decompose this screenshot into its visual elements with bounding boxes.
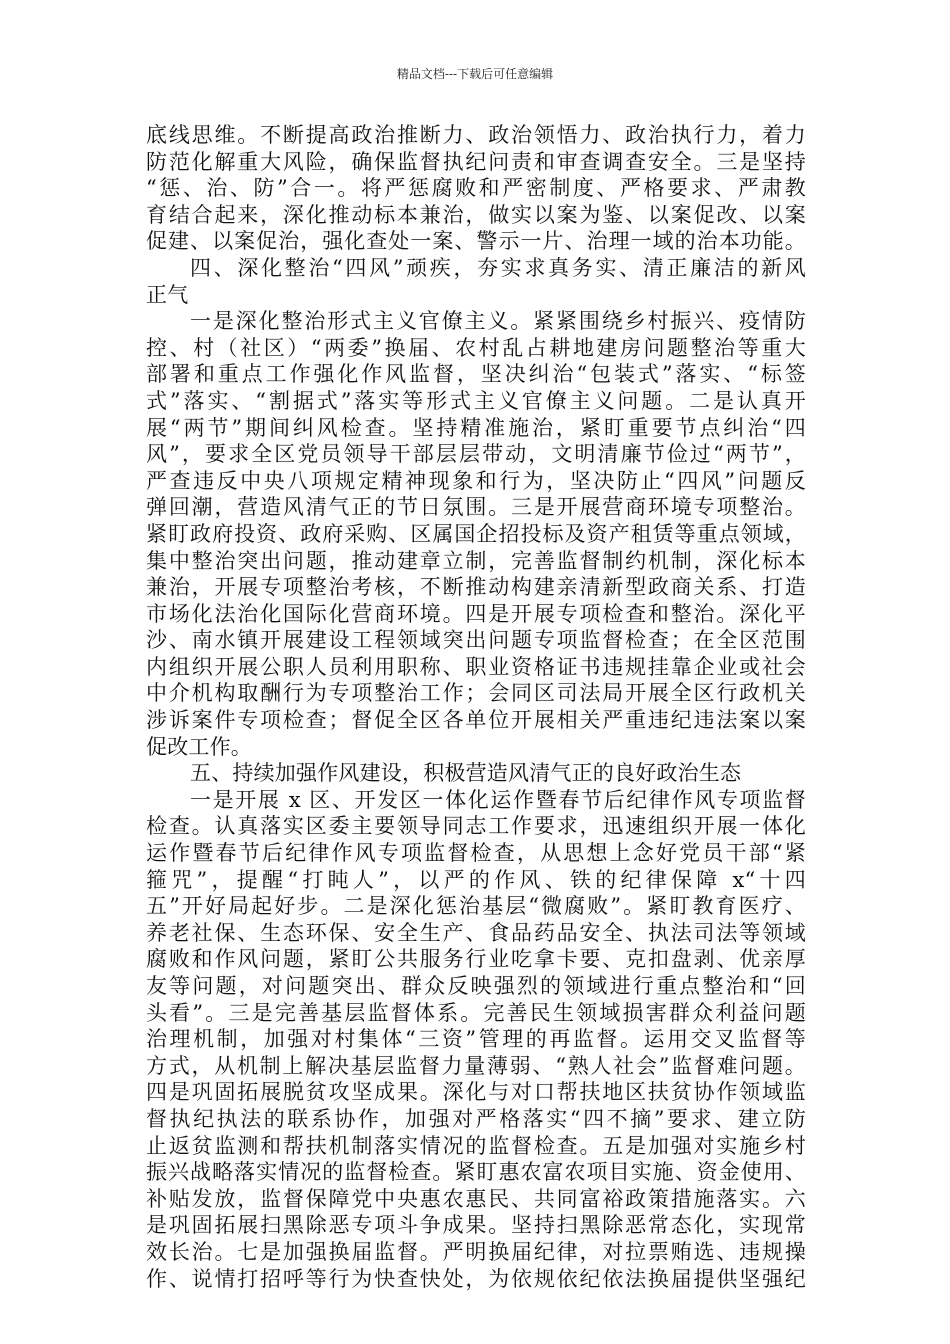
text-line: 内组织开展公职人员利用职称、职业资格证书违规挂靠企业或社会 (146, 654, 806, 679)
text-line: 促建、以案促治，强化查处一案、警示一片、治理一域的治本功能。 (146, 229, 806, 254)
text-line: 涉诉案件专项检查；督促全区各单位开展相关严重违纪违法案以案 (146, 708, 806, 733)
text-line: 兼治，开展专项整治考核，不断推动构建亲清新型政商关系、打造 (146, 575, 806, 600)
text-line: 展“两节”期间纠风检查。坚持精准施治，紧盯重要节点纠治“四 (146, 415, 806, 440)
document-body (146, 122, 806, 1292)
text-line: 督执纪执法的联系协作，加强对严格落实“四不摘”要求、建立防 (146, 1106, 806, 1131)
text-line: 检查。认真落实区委主要领导同志工作要求，迅速组织开展一体化 (146, 814, 806, 839)
text-line: 正气 (146, 282, 189, 307)
text-line: 止返贫监测和帮扶机制落实情况的监督检查。五是加强对实施乡村 (146, 1133, 806, 1158)
text-line: 四是巩固拓展脱贫攻坚成果。深化与对口帮扶地区扶贫协作领域监 (146, 1080, 806, 1105)
text-line: 控、村（社区）“两委”换届、农村乱占耕地建房问题整治等重大 (146, 335, 806, 360)
text-line: 友等问题，对问题突出、群众反映强烈的领域进行重点整治和“回 (146, 974, 806, 998)
text-line: 风”，要求全区党员领导干部层层带动，文明清廉节俭过“两节”， (146, 442, 806, 467)
text-line: 弹回潮，营造风清气正的节日氛围。三是开展营商环境专项整治。 (146, 495, 806, 520)
text-line: 严查违反中央八项规定精神现象和行为，坚决防止“四风”问题反 (146, 468, 806, 493)
text-line: 箍咒”，提醒“打盹人”，以严的作风、铁的纪律保障 x“十四 (146, 867, 806, 892)
text-line: 促改工作。 (146, 734, 252, 759)
text-line: 运作暨春节后纪律作风专项监督检查，从思想上念好党员干部“紧 (146, 841, 806, 866)
text-line: 治理机制，加强对村集体“三资”管理的再监督。运用交叉监督等 (146, 1027, 806, 1052)
text-line: 头看”。三是完善基层监督体系。完善民生领域损害群众利益问题 (146, 1000, 806, 1025)
text-line: 腐败和作风问题，紧盯公共服务行业吃拿卡要、克扣盘剥、优亲厚 (146, 947, 806, 972)
text-line: 式”落实、“割据式”落实等形式主义官僚主义问题。二是认真开 (146, 388, 806, 413)
text-line: 补贴发放，监督保障党中央惠农惠民、共同富裕政策措施落实。六 (146, 1186, 806, 1211)
text-line: 一是深化整治形式主义官僚主义。紧紧围绕乡村振兴、疫情防 (190, 309, 806, 334)
text-line: 市场化法治化国际化营商环境。四是开展专项检查和整治。深化平 (146, 601, 806, 626)
text-line: 中介机构取酬行为专项整治工作；会同区司法局开展全区行政机关 (146, 681, 806, 706)
text-line: “惩、治、防”合一。将严惩腐败和严密制度、严格要求、严肃教 (146, 176, 806, 201)
text-line: 育结合起来，深化推动标本兼治，做实以案为鉴、以案促改、以案 (146, 202, 806, 227)
text-line: 养老社保、生态环保、安全生产、食品药品安全、执法司法等领域 (146, 920, 806, 945)
text-line: 四、深化整治“四风”顽疾，夯实求真务实、清正廉洁的新风 (190, 255, 806, 280)
text-line: 防范化解重大风险，确保监督执纪问责和审查调查安全。三是坚持 (146, 149, 806, 174)
text-line: 方式，从机制上解决基层监督力量薄弱、“熟人社会”监督难问题。 (146, 1053, 806, 1078)
text-line: 效长治。七是加强换届监督。严明换届纪律，对拉票贿选、违规操 (146, 1239, 806, 1264)
text-line: 作、说情打招呼等行为快查快处，为依规依纪依法换届提供坚强纪 (146, 1266, 806, 1291)
text-line: 部署和重点工作强化作风监督，坚决纠治“包装式”落实、“标签 (146, 362, 806, 387)
text-line: 五、持续加强作风建设，积极营造风清气正的良好政治生态 (190, 761, 742, 786)
text-line: 振兴战略落实情况的监督检查。紧盯惠农富农项目实施、资金使用、 (146, 1160, 806, 1185)
text-line: 底线思维。不断提高政治推断力、政治领悟力、政治执行力，着力 (146, 123, 806, 147)
text-line: 沙、南水镇开展建设工程领域突出问题专项监督检查；在全区范围 (146, 628, 806, 653)
text-line: 集中整治突出问题，推动建章立制，完善监督制约机制，深化标本 (146, 548, 806, 573)
text-line: 是巩固拓展扫黑除恶专项斗争成果。坚持扫黑除恶常态化，实现常 (146, 1213, 806, 1238)
page-header: 精品文档---下载后可任意编辑 (396, 67, 554, 81)
text-line: 一是开展 x 区、开发区一体化运作暨春节后纪律作风专项监督 (190, 787, 806, 812)
text-line: 五”开好局起好步。二是深化惩治基层“微腐败”。紧盯教育医疗、 (146, 894, 806, 919)
text-line: 紧盯政府投资、政府采购、区属国企招投标及资产租赁等重点领域， (146, 521, 806, 546)
